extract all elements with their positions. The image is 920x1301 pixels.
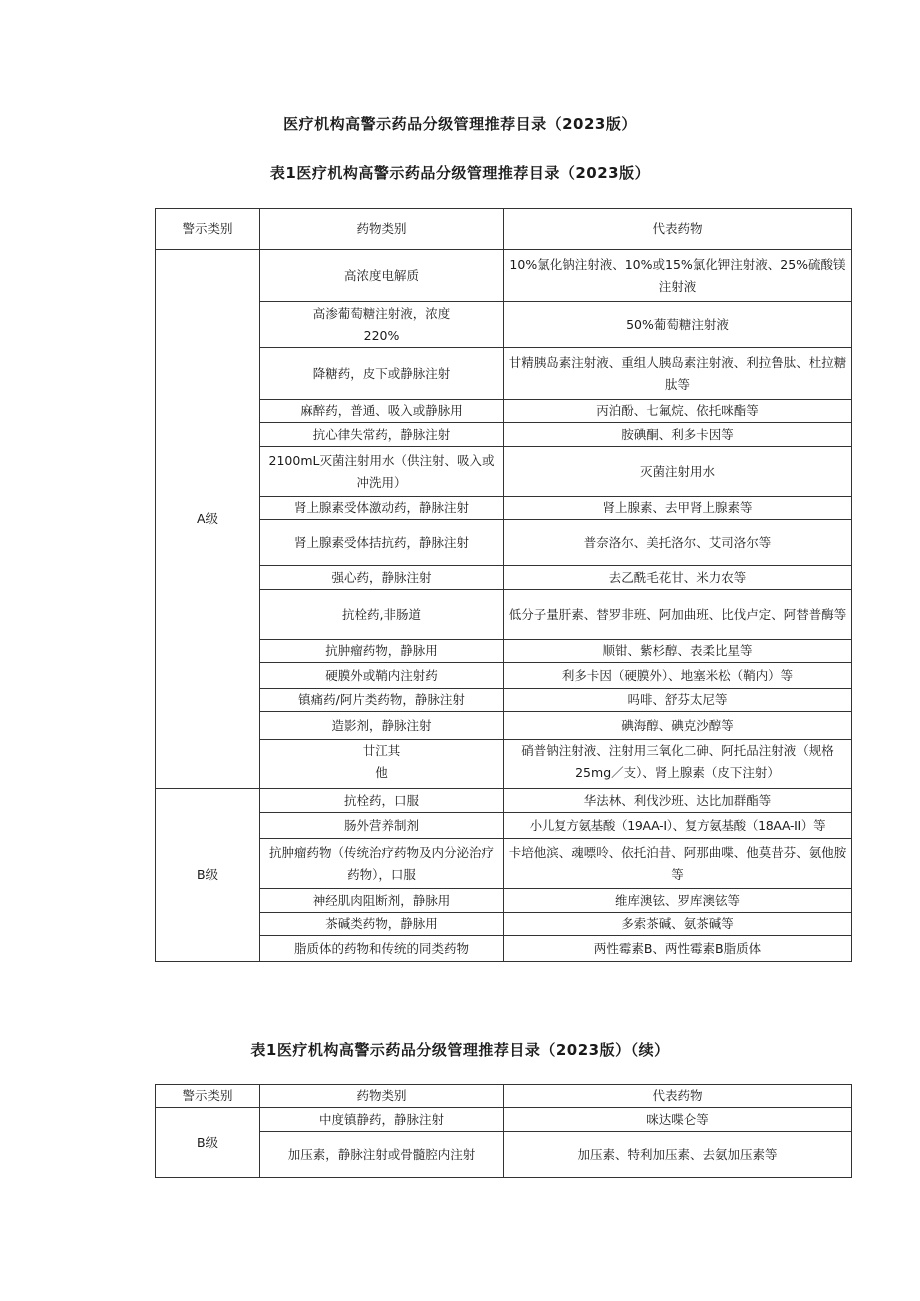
category-cell: 麻醉药，普通、吸入或静脉用 — [260, 400, 504, 423]
drugs-cell: 去乙酰毛花甘、米力农等 — [504, 566, 852, 590]
drugs-cell: 普奈洛尔、美托洛尔、艾司洛尔等 — [504, 520, 852, 566]
category-cell: 神经肌肉阻断剂，静脉用 — [260, 889, 504, 913]
table-row — [156, 1108, 852, 1132]
category-cell: 高浓度电解质 — [260, 250, 504, 302]
table-header-row — [156, 1085, 852, 1108]
drugs-cell: 10%氯化钠注射液、10%或15%氯化钾注射液、25%硫酸镁注射液 — [504, 250, 852, 302]
drugs-cell: 咪达喋仑等 — [504, 1108, 852, 1132]
drugs-cell: 加压素、特利加压素、去氨加压素等 — [504, 1132, 852, 1178]
category-cell: 肾上腺素受体拮抗药，静脉注射 — [260, 520, 504, 566]
category-cell: 抗肿瘤药物，静脉用 — [260, 640, 504, 663]
table-row — [156, 423, 852, 447]
table-row — [156, 689, 852, 712]
drugs-cell: 两性霉素B、两性霉素B脂质体 — [504, 936, 852, 962]
table-row — [156, 936, 852, 962]
table-row — [156, 913, 852, 936]
header-level: 警示类别 — [156, 1085, 260, 1108]
drugs-cell: 丙泊酚、七氟烷、依托咪酯等 — [504, 400, 852, 423]
drugs-cell: 吗啡、舒芬太尼等 — [504, 689, 852, 712]
category-cell: 高渗葡萄糖注射液，浓度220% — [260, 302, 504, 348]
category-cell: 肾上腺素受体激动药，静脉注射 — [260, 497, 504, 520]
category-text: 廿江其他 — [362, 743, 401, 780]
header-level: 警示类别 — [156, 209, 260, 250]
category-cell: 抗心律失常药，静脉注射 — [260, 423, 504, 447]
drugs-text: 硝普钠注射液、注射用三氧化二砷、阿托品注射液（规格25mg／支）、肾上腺素（皮下注射） — [521, 743, 834, 780]
category-cell: 抗肿瘤药物（传统治疗药物及内分泌治疗药物），口服 — [260, 839, 504, 889]
category-cell: 镇痛药/阿片类药物，静脉注射 — [260, 689, 504, 712]
drugs-cell: 低分子量肝素、替罗非班、阿加曲班、比伐卢定、阿替普酶等 — [504, 590, 852, 640]
drugs-cell: 多索茶碱、氨茶碱等 — [504, 913, 852, 936]
level-cell-a: A级 — [156, 250, 260, 789]
drugs-cell: 碘海醇、碘克沙醇等 — [504, 712, 852, 740]
table-row — [156, 712, 852, 740]
category-cell: 强心药，静脉注射 — [260, 566, 504, 590]
category-cell: 茶碱类药物，静脉用 — [260, 913, 504, 936]
table-row — [156, 497, 852, 520]
drugs-cell: 甘精胰岛素注射液、重组人胰岛素注射液、利拉鲁肽、杜拉糖肽等 — [504, 348, 852, 400]
table-row — [156, 348, 852, 400]
table-row — [156, 740, 852, 789]
category-cell: 中度镇静药，静脉注射 — [260, 1108, 504, 1132]
category-cell — [260, 740, 504, 789]
drugs-cell: 维库澳铉、罗库澳铉等 — [504, 889, 852, 913]
table1 — [155, 208, 852, 962]
drugs-cell: 华法林、利伐沙班、达比加群酯等 — [504, 789, 852, 813]
category-cell: 2100mL灭菌注射用水（供注射、吸入或冲洗用） — [260, 447, 504, 497]
level-cell-b: B级 — [156, 789, 260, 962]
table-row — [156, 566, 852, 590]
drugs-cell: 小儿复方氨基酸（19AA-I）、复方氨基酸（18AA-II）等 — [504, 813, 852, 839]
drugs-cell: 50%葡萄糖注射液 — [504, 302, 852, 348]
header-drugs: 代表药物 — [504, 209, 852, 250]
table-row — [156, 250, 852, 302]
category-cell: 加压素，静脉注射或骨髓腔内注射 — [260, 1132, 504, 1178]
category-cell: 肠外营养制剂 — [260, 813, 504, 839]
drugs-cell: 胺碘酮、利多卡因等 — [504, 423, 852, 447]
table-row — [156, 640, 852, 663]
table-row — [156, 1132, 852, 1178]
table-header-row — [156, 209, 852, 250]
header-category: 药物类别 — [260, 1085, 504, 1108]
header-category: 药物类别 — [260, 209, 504, 250]
drugs-cell: 利多卡因（硬膜外）、地塞米松（鞘内）等 — [504, 663, 852, 689]
table-row — [156, 839, 852, 889]
drugs-cell — [504, 740, 852, 789]
drugs-cell: 卡培他滨、魂嘌呤、依托泊昔、阿那曲喋、他莫昔芬、氨他胺等 — [504, 839, 852, 889]
table-row — [156, 520, 852, 566]
table-row — [156, 302, 852, 348]
table-row — [156, 889, 852, 913]
drugs-cell: 肾上腺素、去甲肾上腺素等 — [504, 497, 852, 520]
table-row — [156, 789, 852, 813]
table-row — [156, 590, 852, 640]
table2-caption: 表1医疗机构高警示药品分级管理推荐目录（2023版）（续） — [250, 1041, 670, 1059]
category-cell: 脂质体的药物和传统的同类药物 — [260, 936, 504, 962]
table1-caption: 表1医疗机构高警示药品分级管理推荐目录（2023版） — [269, 164, 651, 182]
document-title: 医疗机构高警示药品分级管理推荐目录（2023版） — [283, 115, 637, 133]
category-cell: 抗栓药，口服 — [260, 789, 504, 813]
category-cell: 造影剂，静脉注射 — [260, 712, 504, 740]
header-drugs: 代表药物 — [504, 1085, 852, 1108]
table2 — [155, 1084, 852, 1178]
category-cell: 抗栓药,非肠道 — [260, 590, 504, 640]
category-cell: 降糖药，皮下或静脉注射 — [260, 348, 504, 400]
drugs-cell: 灭菌注射用水 — [504, 447, 852, 497]
category-cell: 硬膜外或鞘内注射药 — [260, 663, 504, 689]
table-row — [156, 447, 852, 497]
drugs-cell: 顺钳、紫杉醇、表柔比星等 — [504, 640, 852, 663]
level-cell-b: B级 — [156, 1108, 260, 1178]
table-row — [156, 813, 852, 839]
table-row — [156, 663, 852, 689]
table-row — [156, 400, 852, 423]
